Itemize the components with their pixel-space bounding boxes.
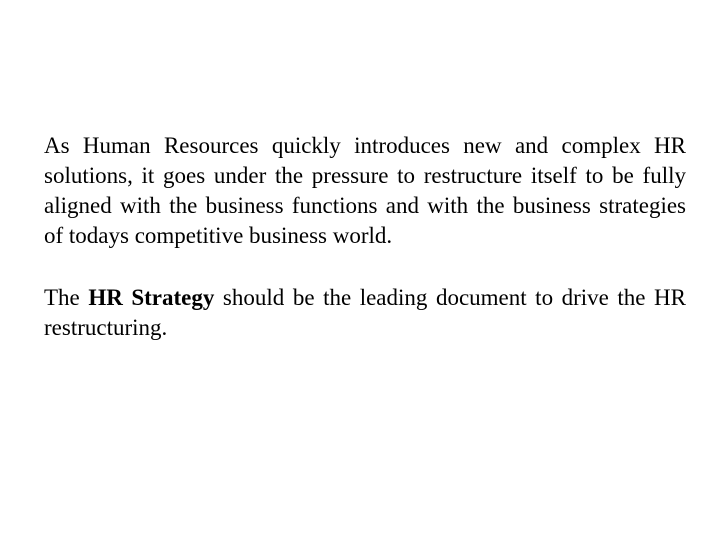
paragraph-suffix: should be the leading document to drive the HR restructuring. bbox=[44, 285, 687, 340]
paragraph-hr-strategy bbox=[44, 283, 686, 343]
hr-strategy-term: HR Strategy bbox=[88, 285, 215, 310]
paragraph-hr-restructuring: As Human Resources quickly introduces new and complex HR solutions, it goes under the pressure to restructure itself to be fully aligned with the business functions and with the business strategies of todays competitive business world. bbox=[44, 133, 686, 248]
slide-body bbox=[44, 131, 686, 343]
paragraph-prefix: The bbox=[44, 285, 89, 310]
